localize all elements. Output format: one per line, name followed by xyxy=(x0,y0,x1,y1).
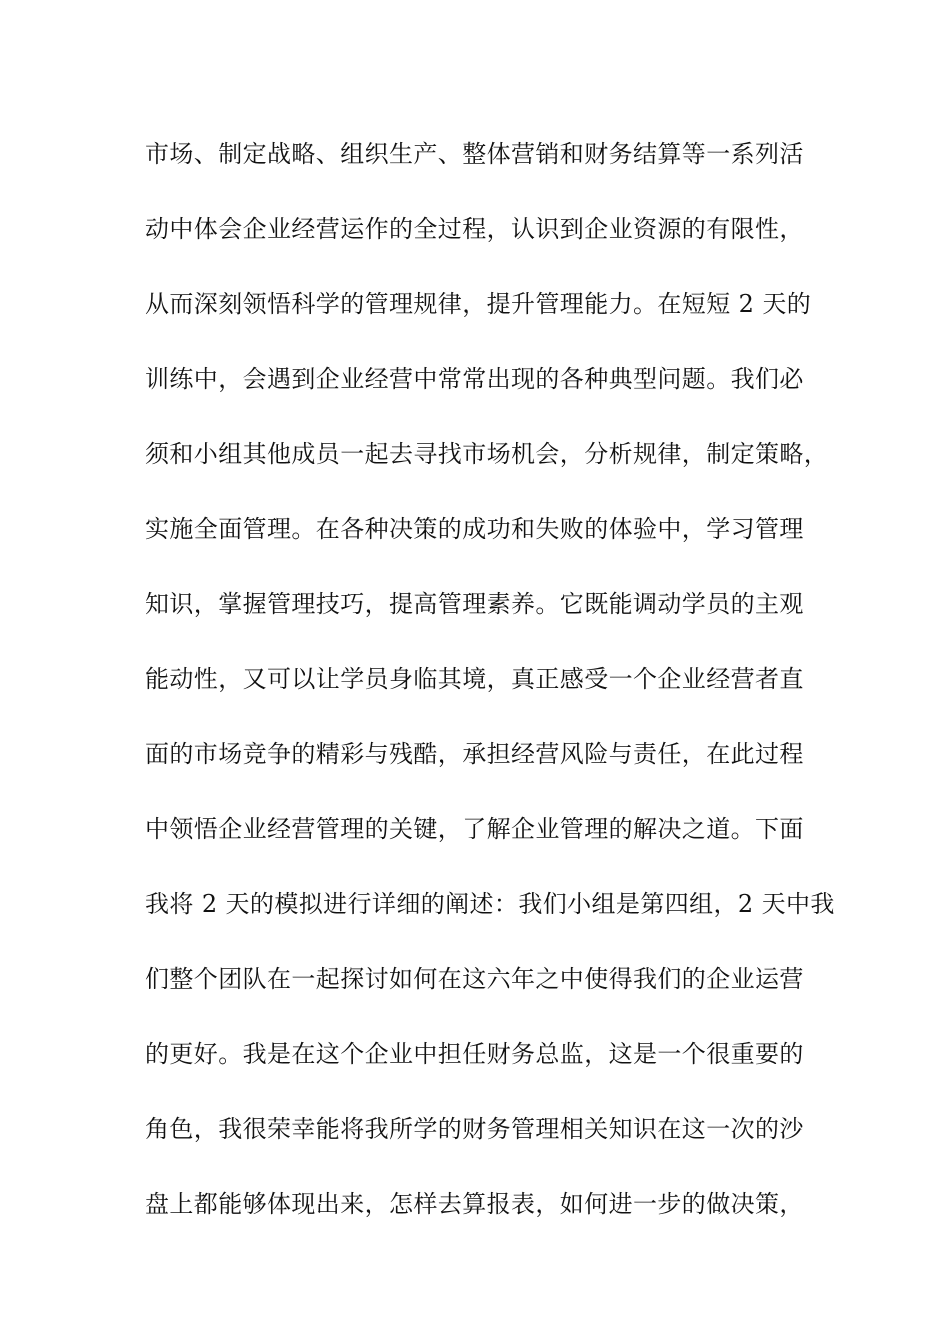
text-line: 训练中，会遇到企业经营中常常出现的各种典型问题。我们必 xyxy=(145,365,804,393)
text-line: 市场、制定战略、组织生产、整体营销和财务结算等一系列活 xyxy=(145,140,804,168)
text-line: 我将 2 天的模拟进行详细的阐述：我们小组是第四组，2 天中我 xyxy=(145,890,835,918)
text-line: 动中体会企业经营运作的全过程，认识到企业资源的有限性， xyxy=(145,215,804,243)
text-line: 面的市场竞争的精彩与残酷，承担经营风险与责任，在此过程 xyxy=(145,740,804,768)
body-text xyxy=(145,134,835,1259)
text-line: 须和小组其他成员一起去寻找市场机会，分析规律，制定策略， xyxy=(145,440,829,468)
text-line: 从而深刻领悟科学的管理规律，提升管理能力。在短短 2 天的 xyxy=(145,290,812,318)
text-line: 盘上都能够体现出来，怎样去算报表，如何进一步的做决策， xyxy=(145,1190,804,1218)
text-line: 们整个团队在一起探讨如何在这六年之中使得我们的企业运营 xyxy=(145,965,804,993)
text-line: 知识，掌握管理技巧，提高管理素养。它既能调动学员的主观 xyxy=(145,590,804,618)
text-line: 实施全面管理。在各种决策的成功和失败的体验中，学习管理 xyxy=(145,515,804,543)
text-line: 能动性，又可以让学员身临其境，真正感受一个企业经营者直 xyxy=(145,665,804,693)
text-line: 中领悟企业经营管理的关键，了解企业管理的解决之道。下面 xyxy=(145,815,804,843)
text-line: 的更好。我是在这个企业中担任财务总监，这是一个很重要的 xyxy=(145,1040,804,1068)
text-line: 角色，我很荣幸能将我所学的财务管理相关知识在这一次的沙 xyxy=(145,1115,804,1143)
